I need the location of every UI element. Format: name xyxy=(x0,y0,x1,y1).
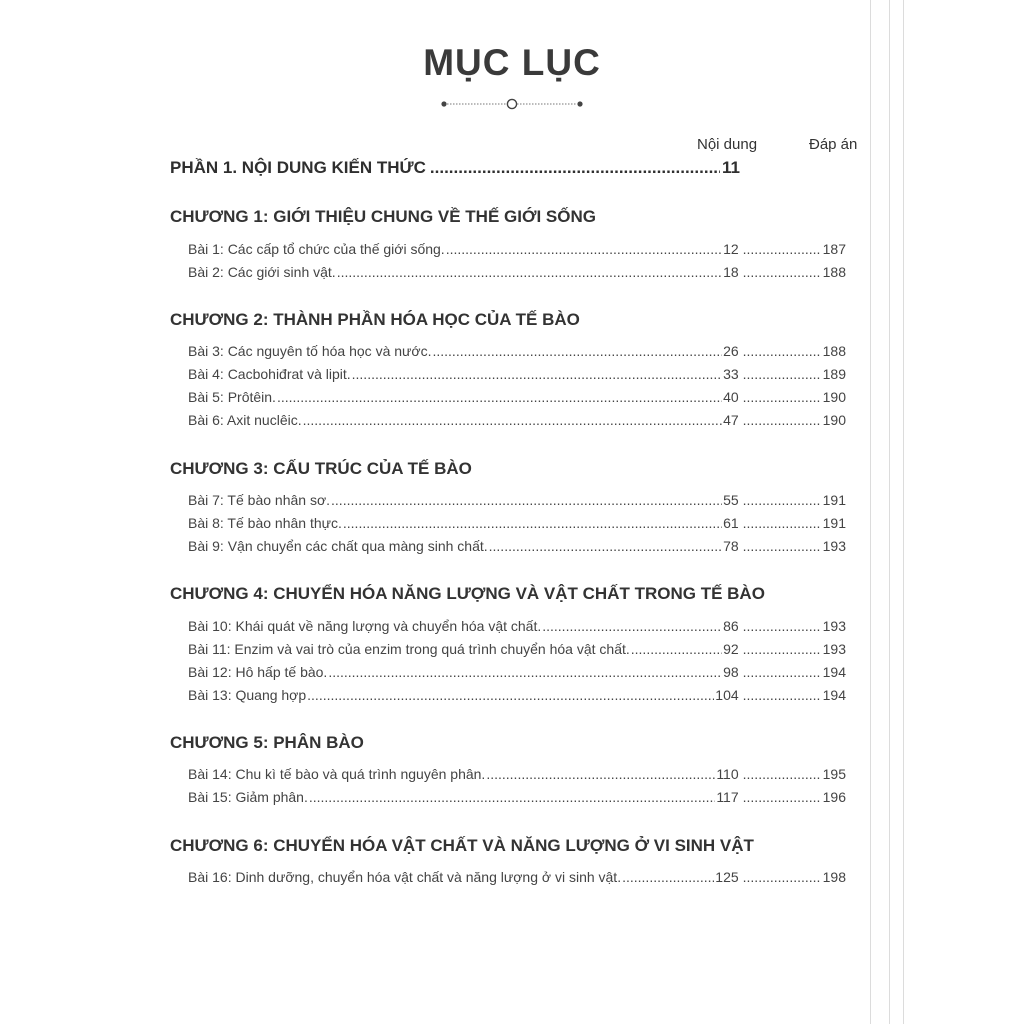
content-page-number: 104 xyxy=(715,687,739,703)
leader-dots xyxy=(446,241,722,257)
chapter-heading[interactable]: CHƯƠNG 2: THÀNH PHẦN HÓA HỌC CỦA TẾ BÀO xyxy=(170,310,580,329)
leader-dots xyxy=(743,618,821,634)
content-page-number: 47 xyxy=(723,412,739,428)
part-label: PHẦN 1. NỘI DUNG KIẾN THỨC xyxy=(170,158,426,177)
leader-dots xyxy=(743,538,821,554)
answer-page-number: 190 xyxy=(822,412,846,428)
leader-dots xyxy=(432,343,722,359)
lesson-title: Bài 15: Giảm phân. xyxy=(188,789,308,805)
leader-dots xyxy=(631,641,722,657)
toc-entry[interactable] xyxy=(188,343,846,359)
content-page-number: 61 xyxy=(723,515,739,531)
toc-entry[interactable] xyxy=(188,664,846,680)
lesson-title: Bài 8: Tế bào nhân thực. xyxy=(188,515,342,531)
column-header-answers: Đáp án xyxy=(809,136,858,153)
answer-page-number: 195 xyxy=(822,766,846,782)
page-edge-line xyxy=(889,0,890,1024)
chapter-heading[interactable]: CHƯƠNG 3: CẤU TRÚC CỦA TẾ BÀO xyxy=(170,459,472,478)
leader-dots xyxy=(743,789,821,805)
toc-entry[interactable] xyxy=(188,241,846,257)
page-edge-line xyxy=(870,0,871,1024)
chapter-heading[interactable]: CHƯƠNG 6: CHUYỂN HÓA VẬT CHẤT VÀ NĂNG LƯỢNG Ở VI SINH VẬT xyxy=(170,836,754,855)
leader-dots xyxy=(352,366,722,382)
leader-dots xyxy=(337,264,722,280)
content-page-number: 110 xyxy=(716,766,739,782)
content-page-number: 78 xyxy=(723,538,739,554)
lesson-title: Bài 6: Axit nuclêic. xyxy=(188,412,302,428)
toc-entry[interactable] xyxy=(188,641,846,657)
page-edge-line xyxy=(903,0,904,1024)
toc-entry[interactable] xyxy=(188,869,846,885)
leader-dots xyxy=(743,766,821,782)
content-page-number: 86 xyxy=(723,618,739,634)
answer-page-number: 191 xyxy=(822,492,846,508)
answer-page-number: 194 xyxy=(822,664,846,680)
lesson-title: Bài 3: Các nguyên tố hóa học và nước. xyxy=(188,343,432,359)
leader-dots xyxy=(743,389,821,405)
answer-page-number: 193 xyxy=(822,641,846,657)
leader-dots xyxy=(743,492,821,508)
answer-page-number: 194 xyxy=(822,687,846,703)
leader-dots xyxy=(743,515,821,531)
toc-entry[interactable] xyxy=(188,618,846,634)
leader-dots xyxy=(743,641,821,657)
lesson-title: Bài 1: Các cấp tổ chức của thế giới sống. xyxy=(188,241,445,257)
chapter-heading[interactable]: CHƯƠNG 1: GIỚI THIỆU CHUNG VỀ THẾ GIỚI SỐNG xyxy=(170,207,596,226)
content-page-number: 18 xyxy=(723,264,739,280)
answer-page-number: 188 xyxy=(822,343,846,359)
lesson-title: Bài 14: Chu kì tế bào và quá trình nguyên phân. xyxy=(188,766,486,782)
lesson-title: Bài 10: Khái quát về năng lượng và chuyển hóa vật chất. xyxy=(188,618,542,634)
leader-dots xyxy=(542,618,722,634)
lesson-title: Bài 4: Cacbohiđrat và lipit. xyxy=(188,366,351,382)
content-page-number: 117 xyxy=(716,789,739,805)
leader-dots xyxy=(277,389,722,405)
leader-dots xyxy=(743,366,821,382)
toc-entry[interactable] xyxy=(188,789,846,805)
lesson-title: Bài 12: Hô hấp tế bào. xyxy=(188,664,328,680)
lesson-title: Bài 5: Prôtêin. xyxy=(188,389,276,405)
chapter-heading[interactable]: CHƯƠNG 4: CHUYỂN HÓA NĂNG LƯỢNG VÀ VẬT CHẤT TRONG TẾ BÀO xyxy=(170,584,765,603)
content-page-number: 125 xyxy=(715,869,739,885)
leader-dots xyxy=(743,869,821,885)
lesson-title: Bài 9: Vận chuyển các chất qua màng sinh chất. xyxy=(188,538,488,554)
lesson-title: Bài 11: Enzim và vai trò của enzim trong quá trình chuyển hóa vật chất. xyxy=(188,641,630,657)
leader-dots xyxy=(309,789,715,805)
toc-entry[interactable] xyxy=(188,366,846,382)
answer-page-number: 187 xyxy=(822,241,846,257)
page-title: MỤC LỤC xyxy=(423,42,601,83)
leader-dots xyxy=(331,492,722,508)
answer-page-number: 188 xyxy=(822,264,846,280)
answer-page-number: 189 xyxy=(822,366,846,382)
content-page-number: 33 xyxy=(723,366,739,382)
answer-page-number: 193 xyxy=(822,618,846,634)
toc-entry[interactable] xyxy=(188,492,846,508)
part-heading[interactable] xyxy=(170,158,740,178)
toc-entry[interactable] xyxy=(188,412,846,428)
toc-entry[interactable] xyxy=(188,687,846,703)
answer-page-number: 198 xyxy=(822,869,846,885)
chapter-heading[interactable]: CHƯƠNG 5: PHÂN BÀO xyxy=(170,733,364,752)
toc-entry[interactable] xyxy=(188,515,846,531)
leader-dots xyxy=(328,664,722,680)
leader-dots xyxy=(743,264,821,280)
part-page-number: 11 xyxy=(722,158,740,177)
leader-dots xyxy=(743,664,821,680)
content-page-number: 12 xyxy=(723,241,739,257)
leader-dots xyxy=(743,241,821,257)
leader-dots xyxy=(743,343,821,359)
answer-page-number: 190 xyxy=(822,389,846,405)
content-page-number: 98 xyxy=(723,664,739,680)
answer-page-number: 191 xyxy=(822,515,846,531)
leader-dots xyxy=(743,412,821,428)
lesson-title: Bài 2: Các giới sinh vật. xyxy=(188,264,336,280)
lesson-title: Bài 13: Quang hợp xyxy=(188,687,307,703)
leader-dots xyxy=(303,412,722,428)
toc-entry[interactable] xyxy=(188,389,846,405)
answer-page-number: 196 xyxy=(822,789,846,805)
answer-page-number: 193 xyxy=(822,538,846,554)
toc-entry[interactable] xyxy=(188,538,846,554)
content-page-number: 55 xyxy=(723,492,739,508)
title-ornament xyxy=(440,96,585,112)
leader-dots xyxy=(486,766,715,782)
leader-dots xyxy=(343,515,722,531)
leader-dots xyxy=(743,687,821,703)
toc-entry[interactable] xyxy=(188,264,846,280)
content-page-number: 92 xyxy=(723,641,739,657)
lesson-title: Bài 7: Tế bào nhân sơ. xyxy=(188,492,331,508)
lesson-title: Bài 16: Dinh dưỡng, chuyển hóa vật chất và năng lượng ở vi sinh vật. xyxy=(188,869,622,885)
leader-dots xyxy=(489,538,722,554)
content-page-number: 26 xyxy=(723,343,739,359)
leader-dots xyxy=(307,687,714,703)
leader-dots xyxy=(622,869,714,885)
content-page-number: 40 xyxy=(723,389,739,405)
column-header-content: Nội dung xyxy=(697,136,758,153)
toc-entry[interactable] xyxy=(188,766,846,782)
leader-dots xyxy=(430,158,720,178)
